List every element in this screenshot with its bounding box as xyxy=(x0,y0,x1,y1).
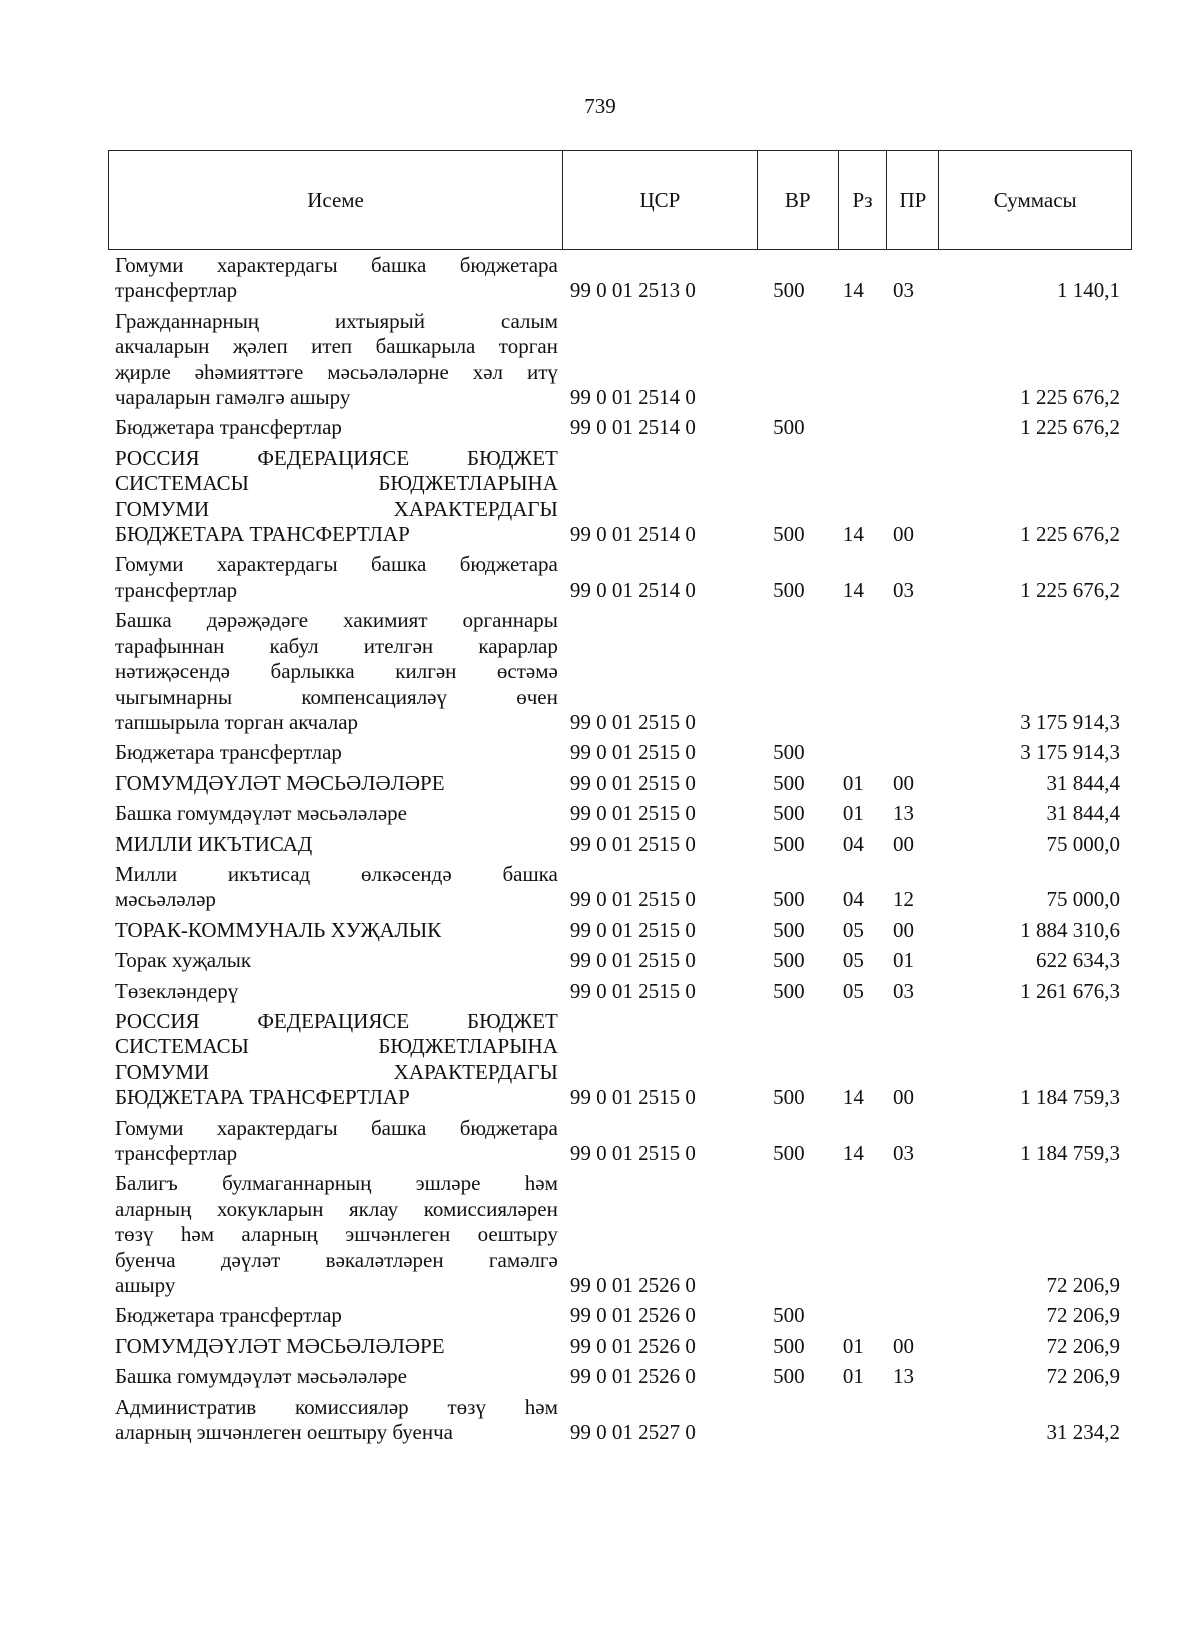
table-row xyxy=(108,1171,1132,1298)
row-name xyxy=(108,771,558,796)
row-name-line: аларның хокукларын яклау комиссияләрен xyxy=(115,1196,558,1221)
table-row xyxy=(108,862,1132,913)
table-row xyxy=(108,446,1132,548)
row-name xyxy=(108,1171,558,1298)
row-pr: 00 xyxy=(893,1085,915,1110)
row-name-line: СИСТЕМАСЫ БЮДЖЕТЛАРЫНА xyxy=(115,471,558,496)
row-name xyxy=(108,862,558,913)
row-vr: 500 xyxy=(773,948,805,973)
table-row xyxy=(108,309,1132,411)
row-rz: 01 xyxy=(842,1364,864,1389)
row-pr: 03 xyxy=(893,577,915,602)
row-name-line: ТОРАК-КОММУНАЛЬ ХУҖАЛЫК xyxy=(115,917,442,942)
row-csr: 99 0 01 2515 0 xyxy=(569,1085,696,1110)
row-name-line: МИЛЛИ ИКЪТИСАД xyxy=(115,831,313,856)
row-sum: 3 175 914,3 xyxy=(1020,740,1120,765)
row-sum: 1 225 676,2 xyxy=(1020,415,1120,440)
row-csr: 99 0 01 2513 0 xyxy=(569,278,696,303)
row-vr: 500 xyxy=(773,1141,805,1165)
row-rz: 04 xyxy=(842,887,864,912)
row-rz: 14 xyxy=(842,278,864,303)
row-name-line: БЮДЖЕТАРА ТРАНСФЕРТЛАР xyxy=(115,522,410,547)
table-row xyxy=(108,1334,1132,1359)
row-csr: 99 0 01 2515 0 xyxy=(569,917,696,942)
row-pr: 00 xyxy=(893,917,915,942)
page-number: 739 xyxy=(584,94,616,118)
row-name-line: Торак хуҗалык xyxy=(115,948,252,973)
row-name xyxy=(108,1009,558,1111)
row-rz: 01 xyxy=(842,770,864,795)
row-vr: 500 xyxy=(773,522,805,547)
table-row xyxy=(108,1009,1132,1111)
row-name-line: трансфертлар xyxy=(115,577,238,602)
table-row xyxy=(108,740,1132,765)
row-name-line: Башка гомумдәүләт мәсьәләләре xyxy=(115,1364,407,1389)
row-sum: 1 184 759,3 xyxy=(1020,1141,1120,1165)
row-name-line: нәтиҗәсендә барлыкка килгән өстәмә xyxy=(115,659,558,684)
row-name xyxy=(108,1116,558,1167)
row-sum: 1 184 759,3 xyxy=(1020,1085,1120,1110)
row-name-line: РОССИЯ ФЕДЕРАЦИЯСЕ БЮДЖЕТ xyxy=(115,1008,558,1033)
row-sum: 72 206,9 xyxy=(1046,1333,1120,1358)
row-pr: 00 xyxy=(893,770,915,795)
row-rz: 05 xyxy=(842,948,864,973)
row-rz: 01 xyxy=(842,801,864,826)
row-pr: 00 xyxy=(893,1333,915,1358)
table-body xyxy=(108,253,1132,1450)
table-row xyxy=(108,1116,1132,1167)
row-csr: 99 0 01 2514 0 xyxy=(569,385,696,410)
row-rz: 05 xyxy=(842,917,864,942)
row-name-line: Башка гомумдәүләт мәсьәләләре xyxy=(115,801,407,826)
row-vr: 500 xyxy=(773,740,805,765)
row-name xyxy=(108,1303,558,1328)
row-name-line: трансфертлар xyxy=(115,1141,238,1165)
row-name-line: Башка дәрәҗәдәге хакимият органнары xyxy=(115,608,558,633)
row-name-line: ГОМУМДӘҮЛӘТ МӘСЬӘЛӘЛӘРЕ xyxy=(115,1333,445,1358)
row-csr: 99 0 01 2514 0 xyxy=(569,577,696,602)
row-sum: 1 140,1 xyxy=(1057,278,1120,303)
row-sum: 72 206,9 xyxy=(1046,1273,1120,1298)
table-header xyxy=(108,150,1132,250)
table-row xyxy=(108,771,1132,796)
table-row xyxy=(108,1364,1132,1389)
row-csr: 99 0 01 2514 0 xyxy=(569,522,696,547)
row-vr: 500 xyxy=(773,1085,805,1110)
row-name-line: мәсьәләләр xyxy=(115,887,216,912)
header-pr: ПР xyxy=(887,151,939,249)
row-pr: 12 xyxy=(893,887,915,912)
table-row xyxy=(108,918,1132,943)
row-name xyxy=(108,1334,558,1359)
row-vr: 500 xyxy=(773,1333,805,1358)
row-rz: 14 xyxy=(842,577,864,602)
row-name-line: ашыру xyxy=(115,1273,176,1298)
row-name-line: Административ комиссияләр төзү һәм xyxy=(115,1394,558,1419)
table-row xyxy=(108,801,1132,826)
row-pr: 13 xyxy=(893,1364,915,1389)
header-vr: ВР xyxy=(758,151,839,249)
row-rz: 01 xyxy=(842,1333,864,1358)
row-vr: 500 xyxy=(773,770,805,795)
row-name xyxy=(108,918,558,943)
row-sum: 1 225 676,2 xyxy=(1020,522,1120,547)
row-sum: 72 206,9 xyxy=(1046,1303,1120,1328)
row-vr: 500 xyxy=(773,831,805,856)
row-vr: 500 xyxy=(773,801,805,826)
row-name xyxy=(108,979,558,1004)
row-csr: 99 0 01 2515 0 xyxy=(569,831,696,856)
row-name-line: Балигъ булмаганнарның эшләре һәм xyxy=(115,1171,558,1196)
row-pr: 01 xyxy=(893,948,915,973)
header-name: Исеме xyxy=(109,151,563,249)
row-name xyxy=(108,740,558,765)
row-name xyxy=(108,948,558,973)
row-name-line: Гомуми характердагы башка бюджетара xyxy=(115,253,558,277)
row-rz: 14 xyxy=(842,1085,864,1110)
row-sum: 1 225 676,2 xyxy=(1020,385,1120,410)
row-sum: 31 844,4 xyxy=(1046,801,1120,826)
row-name xyxy=(108,309,558,411)
row-rz: 04 xyxy=(842,831,864,856)
table-row xyxy=(108,253,1132,304)
row-name-line: Бюджетара трансфертлар xyxy=(115,415,342,440)
table-row xyxy=(108,1303,1132,1328)
row-name-line: акчаларын җәлеп итеп башкарыла торган xyxy=(115,334,558,359)
row-name-line: РОССИЯ ФЕДЕРАЦИЯСЕ БЮДЖЕТ xyxy=(115,445,558,470)
row-csr: 99 0 01 2515 0 xyxy=(569,740,696,765)
row-sum: 31 844,4 xyxy=(1046,770,1120,795)
row-csr: 99 0 01 2526 0 xyxy=(569,1273,696,1298)
row-name-line: Милли икътисад өлкәсендә башка xyxy=(115,861,558,886)
row-name-line: БЮДЖЕТАРА ТРАНСФЕРТЛАР xyxy=(115,1085,410,1110)
row-name-line: СИСТЕМАСЫ БЮДЖЕТЛАРЫНА xyxy=(115,1034,558,1059)
row-vr: 500 xyxy=(773,1364,805,1389)
row-sum: 1 261 676,3 xyxy=(1020,978,1120,1003)
row-name-line: Бюджетара трансфертлар xyxy=(115,740,342,765)
header-rz: Рз xyxy=(839,151,888,249)
row-name-line: буенча дәүләт вәкаләтләрен гамәлгә xyxy=(115,1247,558,1272)
row-csr: 99 0 01 2514 0 xyxy=(569,415,696,440)
row-name-line: трансфертлар xyxy=(115,278,238,303)
row-sum: 622 634,3 xyxy=(1036,948,1120,973)
header-sum: Суммасы xyxy=(993,187,1077,212)
row-vr: 500 xyxy=(773,415,805,440)
table-row xyxy=(108,552,1132,603)
row-rz: 05 xyxy=(842,978,864,1003)
row-csr: 99 0 01 2527 0 xyxy=(569,1420,696,1445)
row-pr: 03 xyxy=(893,1141,915,1165)
row-pr: 03 xyxy=(893,978,915,1003)
row-name xyxy=(108,1364,558,1389)
table-row xyxy=(108,415,1132,440)
row-csr: 99 0 01 2526 0 xyxy=(569,1364,696,1389)
row-sum: 75 000,0 xyxy=(1046,831,1120,856)
row-csr: 99 0 01 2526 0 xyxy=(569,1303,696,1328)
table-row xyxy=(108,948,1132,973)
row-name xyxy=(108,801,558,826)
table-row xyxy=(108,608,1132,735)
row-name-line: Гражданнарның ихтыярый салым xyxy=(115,308,558,333)
row-pr: 13 xyxy=(893,801,915,826)
table-row xyxy=(108,1395,1132,1446)
row-csr: 99 0 01 2515 0 xyxy=(569,709,696,734)
row-name xyxy=(108,253,558,304)
row-sum: 31 234,2 xyxy=(1046,1420,1120,1445)
row-name-line: аларның эшчәнлеген оештыру буенча xyxy=(115,1420,453,1445)
row-name xyxy=(108,608,558,735)
row-name-line: тапшырыла торган акчалар xyxy=(115,709,359,734)
row-vr: 500 xyxy=(773,1303,805,1328)
row-vr: 500 xyxy=(773,278,805,303)
row-name-line: Гомуми характердагы башка бюджетара xyxy=(115,552,558,577)
row-sum: 75 000,0 xyxy=(1046,887,1120,912)
row-vr: 500 xyxy=(773,917,805,942)
row-name-line: тарафыннан кабул ителгән карарлар xyxy=(115,633,558,658)
row-name-line: ГОМУМИ ХАРАКТЕРДАГЫ xyxy=(115,1059,558,1084)
row-name-line: Бюджетара трансфертлар xyxy=(115,1303,342,1328)
row-name-line: ГОМУМИ ХАРАКТЕРДАГЫ xyxy=(115,496,558,521)
row-name-line: ГОМУМДӘҮЛӘТ МӘСЬӘЛӘЛӘРЕ xyxy=(115,770,445,795)
row-name xyxy=(108,552,558,603)
row-name xyxy=(108,832,558,857)
table-row xyxy=(108,979,1132,1004)
row-vr: 500 xyxy=(773,978,805,1003)
row-rz: 14 xyxy=(842,1141,864,1165)
row-csr: 99 0 01 2526 0 xyxy=(569,1333,696,1358)
row-sum: 3 175 914,3 xyxy=(1020,709,1120,734)
row-vr: 500 xyxy=(773,887,805,912)
row-name xyxy=(108,1395,558,1446)
row-csr: 99 0 01 2515 0 xyxy=(569,978,696,1003)
row-vr: 500 xyxy=(773,577,805,602)
row-name-line: төзү һәм аларның эшчәнлеген оештыру xyxy=(115,1222,558,1247)
row-csr: 99 0 01 2515 0 xyxy=(569,948,696,973)
row-pr: 00 xyxy=(893,831,915,856)
row-name-line: Төзекләндерү xyxy=(115,978,239,1003)
row-csr: 99 0 01 2515 0 xyxy=(569,801,696,826)
row-name-line: Гомуми характердагы башка бюджетара xyxy=(115,1115,558,1140)
row-csr: 99 0 01 2515 0 xyxy=(569,770,696,795)
row-sum: 1 225 676,2 xyxy=(1020,577,1120,602)
row-csr: 99 0 01 2515 0 xyxy=(569,1141,696,1165)
row-sum: 72 206,9 xyxy=(1046,1364,1120,1389)
row-name xyxy=(108,446,558,548)
row-name xyxy=(108,415,558,440)
row-sum: 1 884 310,6 xyxy=(1020,917,1120,942)
row-name-line: җирле әһәмияттәге мәсьәләләрне хәл итү xyxy=(115,359,558,384)
header-csr: ЦСР xyxy=(563,151,758,249)
row-csr: 99 0 01 2515 0 xyxy=(569,887,696,912)
table-row xyxy=(108,832,1132,857)
row-name-line: чыгымнарны компенсацияләү өчен xyxy=(115,684,558,709)
row-rz: 14 xyxy=(842,522,864,547)
row-pr: 03 xyxy=(893,278,915,303)
row-name-line: чараларын гамәлгә ашыру xyxy=(115,385,351,410)
row-pr: 00 xyxy=(893,522,915,547)
